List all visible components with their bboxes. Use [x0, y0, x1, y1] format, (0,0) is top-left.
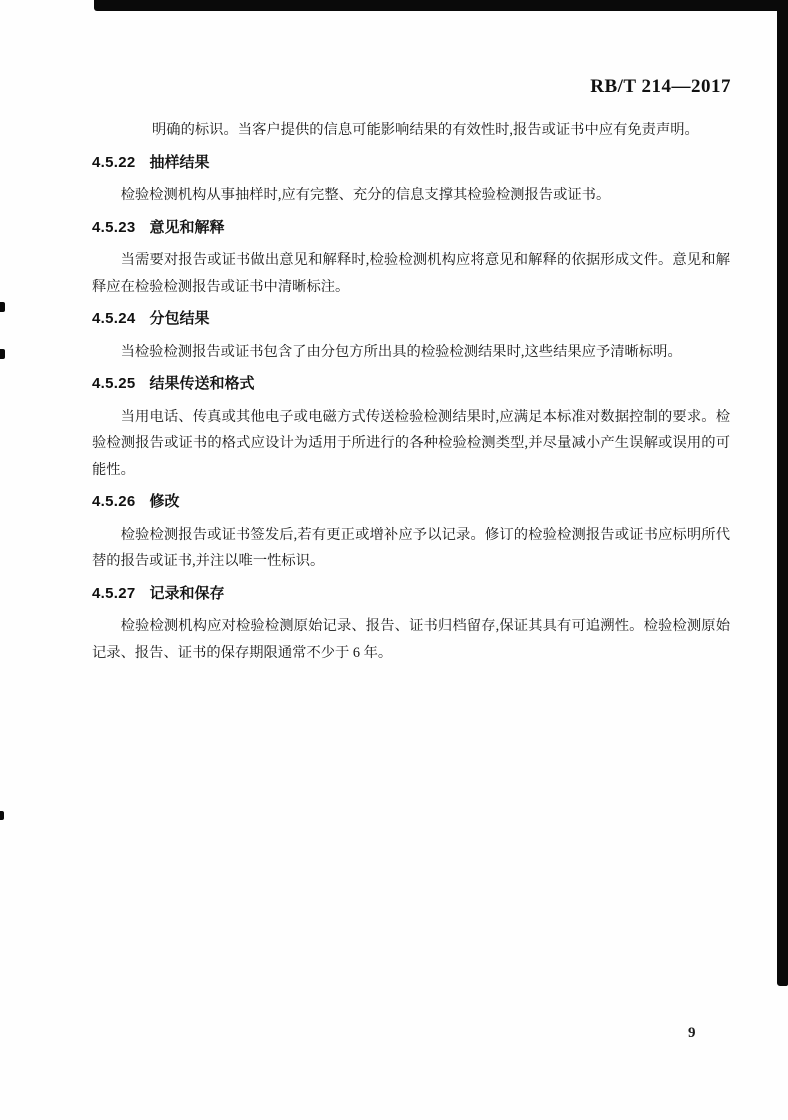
section-paragraph: 检验检测机构应对检验检测原始记录、报告、证书归档留存,保证其具有可追溯性。检验检测原始记录、报告、证书的保存期限通常不少于 6 年。 [92, 618, 730, 661]
section-heading-4-5-25 [92, 371, 730, 398]
page-number: 9 [688, 1025, 696, 1041]
section-paragraph: 检验检测机构从事抽样时,应有完整、充分的信息支撑其检验检测报告或证书。 [120, 187, 611, 203]
section-paragraph: 当用电话、传真或其他电子或电磁方式传送检验检测结果时,应满足本标准对数据控制的要求。检验检测报告或证书的格式应设计为适用于所进行的各种检验检测类型,并尽量减小产生误解或误用的可能性。 [92, 408, 730, 478]
section-heading-4-5-24 [92, 306, 730, 333]
section-heading-4-5-22 [92, 150, 730, 177]
section-paragraph: 当需要对报告或证书做出意见和解释时,检验检测机构应将意见和解释的依据形成文件。意见和解释应在检验检测报告或证书中清晰标注。 [92, 252, 730, 295]
section-title: 意见和解释 [149, 218, 225, 236]
scan-artifact-left-mark [0, 811, 4, 820]
section-paragraph: 检验检测报告或证书签发后,若有更正或增补应予以记录。修订的检验检测报告或证书应标明所代替的报告或证书,并注以唯一性标识。 [92, 526, 730, 569]
section-heading-4-5-23 [92, 215, 730, 242]
section-number: 4.5.25 [92, 375, 136, 392]
document-header: RB/T 214—2017 [590, 76, 731, 97]
section-title: 分包结果 [149, 310, 210, 327]
continuation-paragraph: 明确的标识。当客户提供的信息可能影响结果的有效性时,报告或证书中应有免责声明。 [152, 122, 699, 138]
section-number: 4.5.24 [92, 310, 136, 327]
section-number: 4.5.27 [92, 584, 136, 602]
section-title: 抽样结果 [149, 153, 210, 171]
section-title: 修改 [149, 493, 180, 510]
scan-artifact-left-mark [0, 349, 5, 359]
scan-artifact-left-mark [0, 302, 5, 312]
scan-artifact-right-bar [777, 0, 788, 986]
section-number: 4.5.26 [92, 493, 136, 510]
section-heading-4-5-27 [92, 581, 730, 608]
section-paragraph: 当检验检测报告或证书包含了由分包方所出具的检验检测结果时,这些结果应予清晰标明。 [120, 343, 682, 360]
section-heading-4-5-26 [92, 489, 730, 516]
section-number: 4.5.23 [92, 218, 136, 236]
section-number: 4.5.22 [92, 153, 136, 171]
document-content [92, 0, 730, 672]
section-title: 结果传送和格式 [149, 375, 255, 392]
section-title: 记录和保存 [149, 584, 225, 602]
